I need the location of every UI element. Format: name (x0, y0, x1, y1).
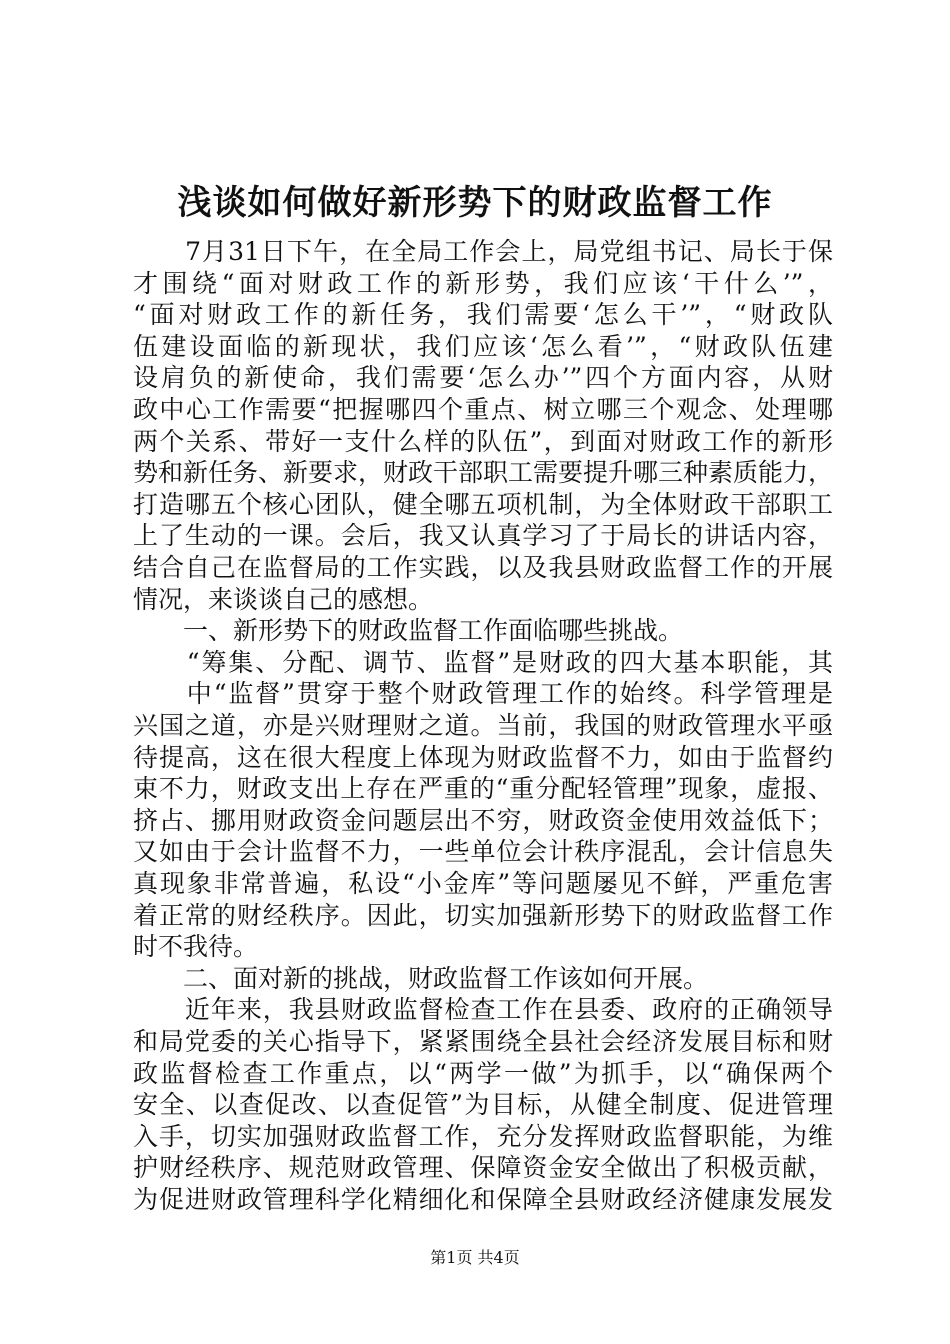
body-line: 结合自己在监督局的工作实践，以及我县财政监督工作的开展 (133, 553, 833, 582)
body-line: 近年来，我县财政监督检查工作在县委、政府的正确领导 (133, 995, 833, 1025)
body-line: 政中心工作需要“把握哪四个重点、树立哪三个观念、处理哪 (133, 395, 833, 424)
body-line: 为促进财政管理科学化精细化和保障全县财政经济健康发展发 (133, 1185, 833, 1214)
body-line: 才围绕“面对财政工作的新形势，我们应该‘干什么’”， (133, 268, 833, 298)
body-line: 和局党委的关心指导下，紧紧围绕全县社会经济发展目标和财 (133, 1027, 833, 1056)
body-line: 束不力，财政支出上存在严重的“重分配轻管理”现象，虚报、 (133, 774, 833, 804)
body-line: 着正常的财经秩序。因此，切实加强新形势下的财政监督工作 (133, 900, 833, 930)
body-line: 设肩负的新使命，我们需要‘怎么办’”四个方面内容，从财 (133, 363, 833, 393)
section-heading: 一、新形势下的财政监督工作面临哪些挑战。 (133, 616, 684, 646)
body-line: 上了生动的一课。会后，我又认真学习了于局长的讲话内容， (133, 521, 833, 551)
page-footer: 第1页 共4页 (430, 1248, 520, 1267)
body-line: 两个关系、带好一支什么样的队伍”，到面对财政工作的新形 (133, 426, 833, 456)
body-line: “面对财政工作的新任务，我们需要‘怎么干’”，“财政队 (133, 300, 833, 330)
body-line: 政监督检查工作重点，以“两学一做”为抓手，以“确保两个 (133, 1058, 833, 1088)
body-line: “筹集、分配、调节、监督”是财政的四大基本职能，其 (133, 647, 833, 677)
body-line: 安全、以查促改、以查促管”为目标，从健全制度、促进管理 (133, 1090, 833, 1120)
body-line: 情况，来谈谈自己的感想。 (133, 584, 434, 614)
body-line: 护财经秩序、规范财政管理、保障资金安全做出了积极贡献， (133, 1153, 833, 1183)
body-line: 打造哪五个核心团队，健全哪五项机制，为全体财政干部职工 (133, 489, 833, 519)
body-line: 待提高，这在很大程度上体现为财政监督不力，如由于监督约 (133, 742, 833, 772)
body-line: 7月31日下午，在全局工作会上，局党组书记、局长于保 (133, 237, 833, 266)
body-line: 时不我待。 (133, 932, 259, 962)
section-heading: 二、面对新的挑战，财政监督工作该如何开展。 (133, 963, 709, 993)
body-line: 又如由于会计监督不力，一些单位会计秩序混乱，会计信息失 (133, 837, 833, 867)
body-line: 真现象非常普遍，私设“小金库”等问题屡见不鲜，严重危害 (133, 869, 833, 898)
body-line: 伍建设面临的新现状，我们应该‘怎么看’”，“财政队伍建 (133, 331, 833, 361)
body-line: 挤占、挪用财政资金问题层出不穷，财政资金使用效益低下； (133, 805, 833, 835)
body-line: 兴国之道，亦是兴财理财之道。当前，我国的财政管理水平亟 (133, 711, 833, 740)
body-line: 入手，切实加强财政监督工作，充分发挥财政监督职能，为维 (133, 1121, 833, 1151)
document-title: 浅谈如何做好新形势下的财政监督工作 (177, 183, 773, 223)
body-line: 势和新任务、新要求，财政干部职工需要提升哪三种素质能力， (133, 458, 833, 488)
body-line: 中“监督”贯穿于整个财政管理工作的始终。科学管理是 (133, 679, 833, 709)
